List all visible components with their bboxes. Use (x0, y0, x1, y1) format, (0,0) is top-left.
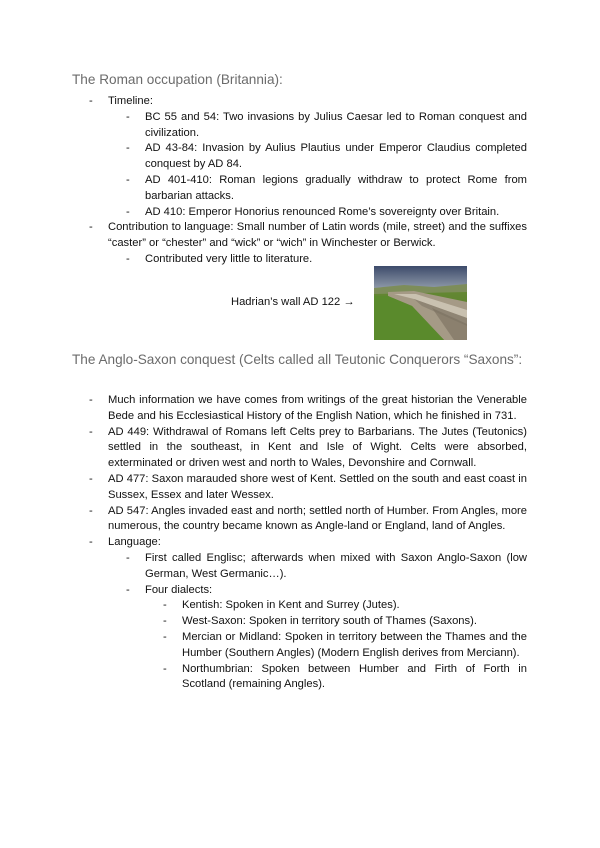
list-item: - Much information we have comes from writings of the great historian the Venerable Bede and his Ecclesiastical History of the English Nation, which he finished in 731. (108, 393, 527, 425)
dialect-entry: - Kentish: Spoken in Kent and Surrey (Jutes). (182, 598, 527, 614)
timeline-list (108, 110, 527, 221)
contribution-item (108, 220, 527, 339)
language-sublist (108, 551, 527, 693)
roman-occupation-heading: The Roman occupation (Britannia): (72, 72, 283, 87)
dialects-label: Four dialects: (145, 583, 213, 596)
hadrians-wall-caption: Hadrian’s wall AD 122 → (231, 295, 355, 308)
literature-text: Contributed very little to literature. (145, 252, 313, 265)
hadrians-wall-row (145, 268, 527, 340)
timeline-entry: - AD 410: Emperor Honorius renounced Rome’s sovereignty over Britain. (145, 205, 527, 221)
hadrians-wall-photo (374, 266, 467, 340)
timeline-label: Timeline: (108, 95, 153, 107)
list-item: - AD 477: Saxon marauded shore west of Kent. Settled on the south and east coast in Sussex, Essex and later Wessex. (108, 472, 527, 504)
timeline-item (108, 94, 527, 220)
language-item (108, 535, 527, 693)
roman-section-list (108, 94, 527, 340)
dialects-entry (145, 583, 527, 694)
literature-entry (145, 252, 527, 340)
list-item: - AD 449: Withdrawal of Romans left Celts prey to Barbarians. The Jutes (Teutonics) settled in the southeast, in Kent and Isle of Wight. Celts were absorbed, exterminated or driven west and north to Wales, Devonshire and Cornwall. (108, 425, 527, 472)
contribution-sublist (108, 252, 527, 340)
language-label: Language: (108, 536, 161, 549)
contribution-text: Contribution to language: Small number of Latin words (mile, street) and the suffixes “caster” or “chester” and “wick” or “wich” in Winchester or Berwick. (108, 221, 527, 250)
timeline-entry: - AD 43-84: Invasion by Aulius Plautius under Emperor Claudius completed conquest by AD 84. (145, 141, 527, 173)
dialect-entry: - Mercian or Midland: Spoken in territory between the Thames and the Humber (Southern Angles) (Modern English derives from Merciann). (182, 630, 527, 662)
timeline-entry: - BC 55 and 54: Two invasions by Julius Caesar led to Roman conquest and civilization. (145, 110, 527, 142)
dialect-entry: - Northumbrian: Spoken between Humber and Firth of Forth in Scotland (remaining Angles). (182, 662, 527, 694)
list-item: - AD 547: Angles invaded east and north; settled north of Humber. From Angles, more numerous, the country became known as Angle-land or England, land of Angles. (108, 504, 527, 536)
anglo-saxon-heading: The Anglo-Saxon conquest (Celts called all Teutonic Conquerors “Saxons”: (72, 352, 523, 367)
anglo-saxon-list (108, 393, 527, 693)
timeline-entry: - AD 401-410: Roman legions gradually withdraw to protect Rome from barbarian attacks. (145, 173, 527, 205)
dialects-list (145, 598, 527, 693)
hadrians-wall-illustration (374, 266, 467, 340)
englisc-entry: - First called Englisc; afterwards when mixed with Saxon Anglo-Saxon (low German, West Germanic…). (145, 551, 527, 583)
dialect-entry: - West-Saxon: Spoken in territory south of Thames (Saxons). (182, 614, 527, 630)
